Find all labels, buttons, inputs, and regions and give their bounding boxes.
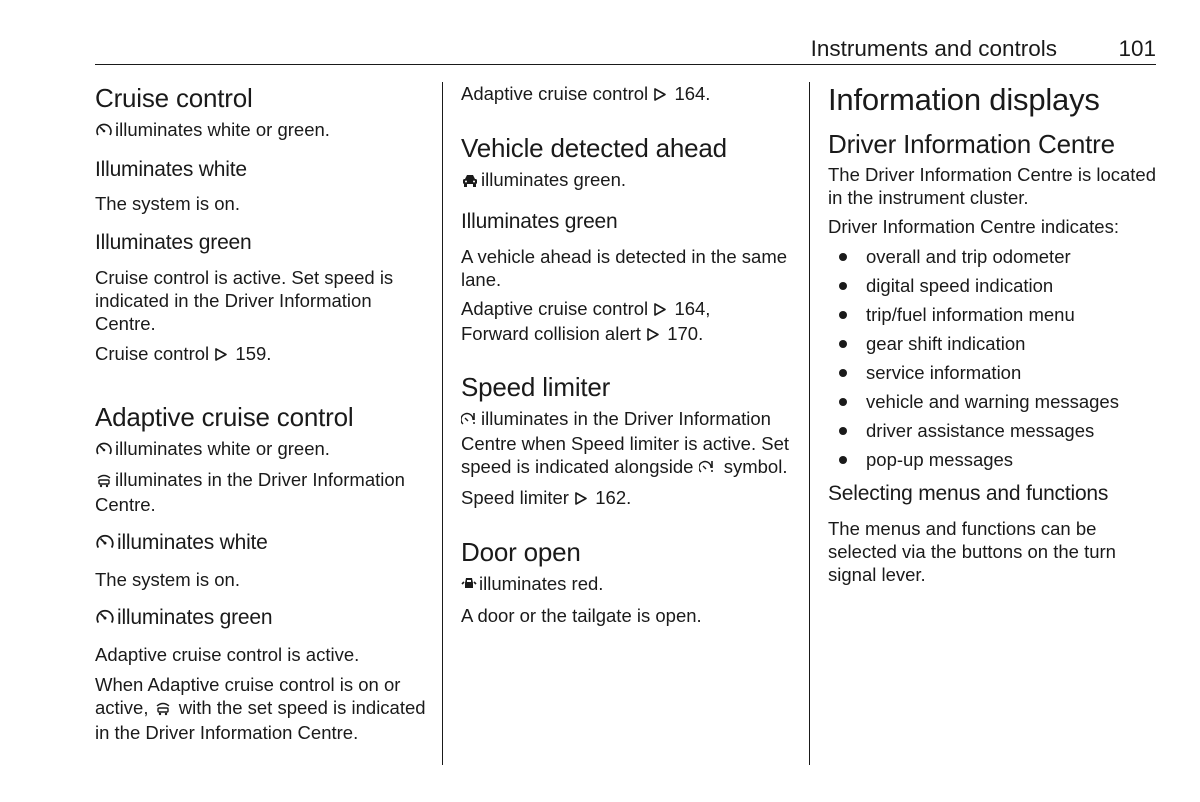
cruise-white-heading: Illuminates white bbox=[95, 158, 247, 181]
page-number: 101 bbox=[1118, 36, 1156, 61]
page-reference-arrow-icon bbox=[574, 488, 588, 511]
bullet-icon bbox=[839, 340, 847, 348]
acc-white-text: The system is on. bbox=[95, 569, 240, 590]
bullet-icon bbox=[839, 456, 847, 464]
page-header bbox=[95, 34, 1156, 65]
bullet-icon bbox=[839, 398, 847, 406]
vda-green-text: A vehicle ahead is detected in the same lane. bbox=[461, 246, 788, 290]
acc-green-heading: illuminates green bbox=[95, 605, 430, 633]
bullet-icon bbox=[839, 311, 847, 319]
list-item: vehicle and warning messages bbox=[828, 390, 1158, 413]
vda-references[interactable]: Adaptive cruise control 164, Forward collision alert 170. bbox=[461, 297, 796, 347]
cruise-reference[interactable]: Cruise control 159. bbox=[95, 342, 430, 367]
dic-text: The Driver Information Centre is located in the instrument cluster. bbox=[828, 164, 1156, 208]
list-item: digital speed indication bbox=[828, 274, 1158, 297]
menus-heading: Selecting menus and functions bbox=[828, 482, 1109, 505]
speed-limiter-icon bbox=[461, 409, 479, 432]
column-3 bbox=[828, 82, 1158, 586]
column-divider-1 bbox=[442, 82, 443, 765]
cruise-intro: illuminates white or green. bbox=[95, 118, 430, 143]
bullet-icon bbox=[839, 427, 847, 435]
dic-heading: Driver Information Centre bbox=[828, 129, 1115, 159]
cruise-control-heading: Cruise control bbox=[95, 83, 253, 113]
cruise-green-text: Cruise control is active. Set speed is indicated in the Driver Information Centre. bbox=[95, 267, 394, 334]
bullet-icon bbox=[839, 253, 847, 261]
bullet-icon bbox=[839, 282, 847, 290]
vehicle-ahead-icon bbox=[461, 170, 479, 193]
list-item: driver assistance messages bbox=[828, 419, 1158, 442]
bullet-icon bbox=[839, 369, 847, 377]
acc-green-text: Adaptive cruise control is active. bbox=[95, 644, 360, 665]
sl-reference[interactable]: Speed limiter 162. bbox=[461, 486, 796, 511]
door-open-heading: Door open bbox=[461, 537, 581, 567]
cruise-white-text: The system is on. bbox=[95, 193, 240, 214]
door-open-icon bbox=[461, 574, 477, 597]
list-item: trip/fuel information menu bbox=[828, 303, 1158, 326]
list-item: pop-up messages bbox=[828, 448, 1158, 471]
cruise-control-icon bbox=[95, 607, 115, 633]
cruise-control-icon bbox=[95, 120, 113, 143]
acc-dic-text: illuminates in the Driver Information Centre. bbox=[95, 469, 405, 515]
vda-intro: illuminates green. bbox=[461, 168, 796, 193]
list-item: overall and trip odometer bbox=[828, 245, 1158, 268]
dic-indicates: Driver Information Centre indicates: bbox=[828, 216, 1119, 237]
menus-text: The menus and functions can be selected via the buttons on the turn signal lever. bbox=[828, 518, 1116, 585]
vda-green-heading: Illuminates green bbox=[461, 210, 618, 233]
section-title: Instruments and controls bbox=[810, 36, 1057, 61]
vehicle-detected-heading: Vehicle detected ahead bbox=[461, 133, 727, 163]
cruise-green-heading: Illuminates green bbox=[95, 231, 252, 254]
adaptive-cruise-icon bbox=[95, 470, 113, 493]
door-text: A door or the tailgate is open. bbox=[461, 605, 702, 626]
page-reference-arrow-icon bbox=[653, 84, 667, 107]
speed-limiter-icon bbox=[699, 457, 717, 480]
door-intro: illuminates red. bbox=[461, 572, 796, 597]
acc-when-text: When Adaptive cruise control is on or active, with the set speed is indicated in the Driver Information Centre. bbox=[95, 674, 426, 743]
cruise-control-icon bbox=[95, 532, 115, 558]
acc-intro: illuminates white or green. bbox=[95, 437, 430, 462]
column-divider-2 bbox=[809, 82, 810, 765]
page-reference-arrow-icon bbox=[653, 299, 667, 322]
page-reference-arrow-icon bbox=[214, 344, 228, 367]
list-item: service information bbox=[828, 361, 1158, 384]
acc-reference[interactable]: Adaptive cruise control 164. bbox=[461, 82, 796, 107]
adaptive-cruise-icon bbox=[154, 698, 172, 721]
list-item: gear shift indication bbox=[828, 332, 1158, 355]
column-2 bbox=[461, 82, 796, 627]
acc-white-heading: illuminates white bbox=[95, 530, 430, 558]
sl-text: illuminates in the Driver Information Centre when Speed limiter is active. Set speed is indicated alongside symbol. bbox=[461, 407, 796, 480]
speed-limiter-heading: Speed limiter bbox=[461, 372, 611, 402]
dic-bullet-list bbox=[828, 245, 1158, 471]
information-displays-heading: Information displays bbox=[828, 82, 1100, 117]
page-reference-arrow-icon bbox=[646, 324, 660, 347]
column-1 bbox=[95, 82, 430, 744]
adaptive-cruise-heading: Adaptive cruise control bbox=[95, 402, 354, 432]
cruise-control-icon bbox=[95, 439, 113, 462]
